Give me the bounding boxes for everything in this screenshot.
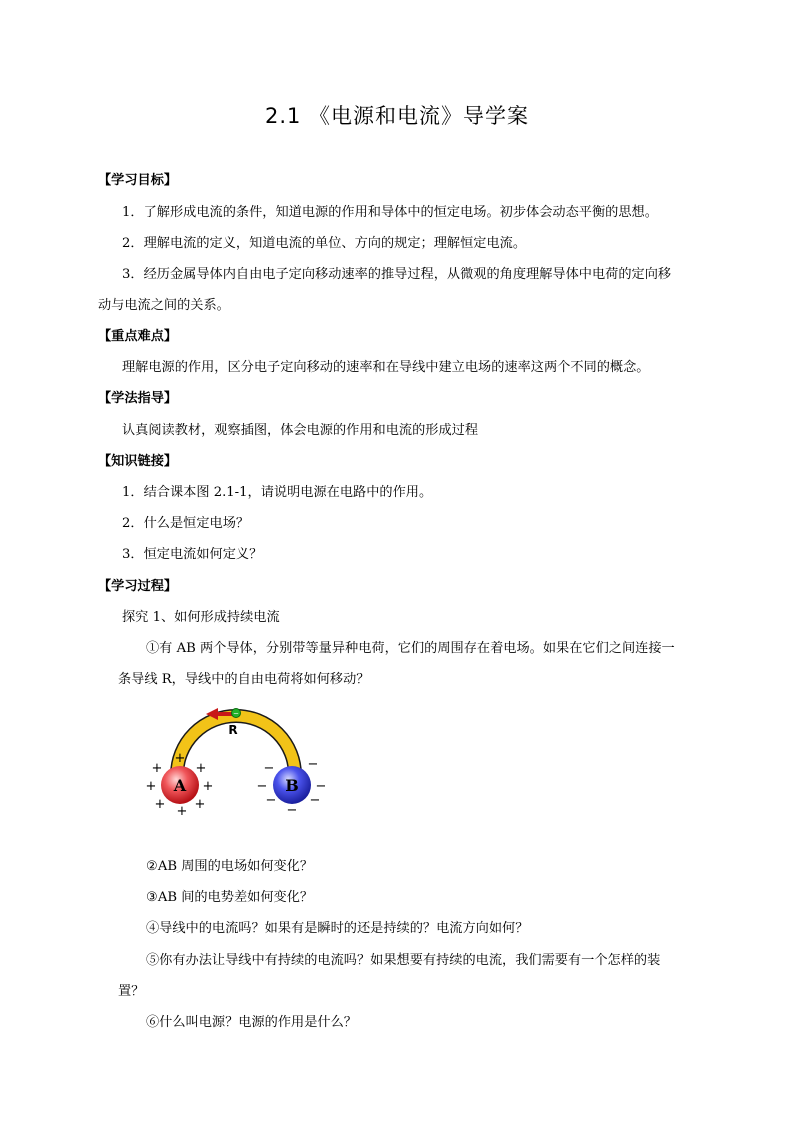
section-heading-links: 【知识链接】 (98, 454, 178, 469)
question-2: ②AB 周围的电场如何变化？ (146, 859, 314, 874)
plus-sign: + (154, 797, 166, 812)
plus-sign: + (195, 761, 207, 776)
plus-sign: + (151, 761, 163, 776)
question-5-line-1: ⑤你有办法让导线中有持续的电流吗？如果想要有持续的电流，我们需要有一个怎样的装 (146, 953, 661, 968)
goal-item-3: 3．经历金属导体内自由电子定向移动速率的推导过程，从微观的角度理解导体中电荷的定向移 (122, 267, 672, 282)
section-heading-method: 【学法指导】 (98, 391, 178, 406)
label-r: R (228, 723, 238, 737)
goal-item-1: 1．了解形成电流的条件，知道电源的作用和导体中的恒定电场。初步体会动态平衡的思想。 (122, 205, 658, 220)
charged-conductors-diagram (140, 700, 330, 820)
label-a: A (173, 776, 187, 795)
question-5-line-2: 置？ (118, 984, 145, 999)
question-6: ⑥什么叫电源？电源的作用是什么？ (146, 1015, 357, 1030)
minus-sign: − (286, 803, 298, 818)
plus-sign: + (194, 797, 206, 812)
question-1-line-2: 条导线 R，导线中的自由电荷将如何移动？ (118, 672, 370, 687)
label-b: B (285, 776, 299, 795)
plus-sign: + (145, 779, 157, 794)
question-4: ④导线中的电流吗？如果有是瞬时的还是持续的？电流方向如何？ (146, 921, 529, 936)
plus-sign: + (174, 751, 186, 766)
goal-item-3-cont: 动与电流之间的关系。 (98, 298, 230, 313)
minus-sign: − (307, 757, 319, 772)
minus-sign: − (265, 793, 277, 808)
link-item-2: 2．什么是恒定电场？ (122, 516, 250, 531)
section-heading-goals: 【学习目标】 (98, 173, 178, 188)
page-title: 2.1 《电源和电流》导学案 (264, 104, 530, 128)
section-heading-process: 【学习过程】 (98, 579, 178, 594)
section-heading-key-points: 【重点难点】 (98, 329, 178, 344)
question-1-line-1: ①有 AB 两个导体，分别带等量异种电荷，它们的周围存在着电场。如果在它们之间连接一 (146, 641, 675, 656)
minus-sign: − (263, 761, 275, 776)
minus-sign: − (309, 793, 321, 808)
plus-sign: + (176, 804, 188, 819)
minus-sign: − (256, 779, 268, 794)
link-item-3: 3．恒定电流如何定义？ (122, 547, 263, 562)
goal-item-2: 2．理解电流的定义，知道电流的单位、方向的规定；理解恒定电流。 (122, 236, 527, 251)
method-text: 认真阅读教材，观察插图，体会电源的作用和电流的形成过程 (122, 423, 479, 438)
explore-title: 探究 1、如何形成持续电流 (122, 610, 280, 625)
link-item-1: 1．结合课本图 2.1-1，请说明电源在电路中的作用。 (122, 485, 433, 500)
electron-sign: − (233, 709, 239, 718)
question-3: ③AB 间的电势差如何变化？ (146, 890, 314, 905)
key-points-text: 理解电源的作用，区分电子定向移动的速率和在导线中建立电场的速率这两个不同的概念。 (122, 360, 650, 375)
plus-sign: + (202, 779, 214, 794)
minus-sign: − (315, 779, 327, 794)
